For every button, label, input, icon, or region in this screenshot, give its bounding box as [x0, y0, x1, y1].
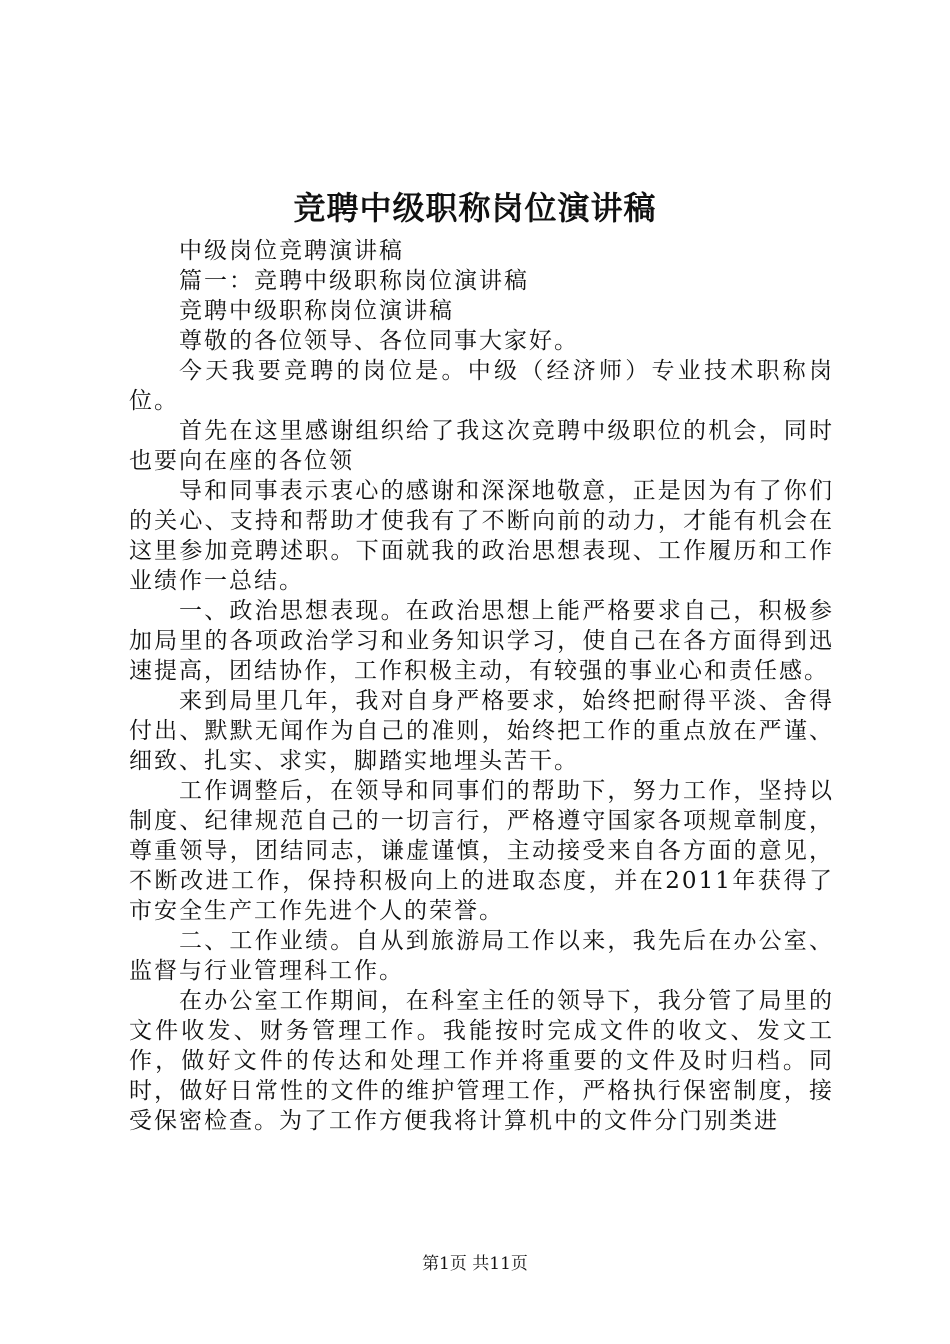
paragraph: 一、政治思想表现。在政治思想上能严格要求自己，积极参加局里的各项政治学习和业务知识学习，使自己在各方面得到迅速提高，团结协作，工作积极主动，有较强的事业心和责任感。 — [129, 598, 834, 684]
document-title: 竞聘中级职称岗位演讲稿 — [293, 189, 657, 227]
paragraph: 在办公室工作期间，在科室主任的领导下，我分管了局里的文件收发、财务管理工作。我能按时完成文件的收文、发文工作，做好文件的传达和处理工作并将重要的文件及时归档。同时，做好日常性的文件的维护管理工作，严格执行保密制度，接受保密检查。为了工作方便我将计算机中的文件分门别类进 — [129, 988, 834, 1134]
paragraph: 竞聘中级职称岗位演讲稿 — [179, 298, 454, 324]
paragraph: 工作调整后，在领导和同事们的帮助下，努力工作，坚持以制度、纪律规范自己的一切言行，严格遵守国家各项规章制度，尊重领导，团结同志，谦虚谨慎，主动接受来自各方面的意见，不断改进工作，保持积极向上的进取态度，并在2011年获得了市安全生产工作先进个人的荣誉。 — [129, 778, 834, 924]
page-footer: 第1页 共11页 — [422, 1254, 528, 1274]
paragraph: 中级岗位竞聘演讲稿 — [179, 238, 404, 264]
paragraph: 篇一：竞聘中级职称岗位演讲稿 — [179, 268, 529, 294]
document-body — [129, 236, 834, 1136]
paragraph: 导和同事表示衷心的感谢和深深地敬意，正是因为有了你们的关心、支持和帮助才使我有了不断向前的动力，才能有机会在这里参加竞聘述职。下面就我的政治思想表现、工作履历和工作业绩作一总结。 — [129, 478, 834, 594]
paragraph: 今天我要竞聘的岗位是。中级（经济师）专业技术职称岗位。 — [129, 358, 834, 414]
paragraph: 来到局里几年，我对自身严格要求，始终把耐得平淡、舍得付出、默默无闻作为自己的准则，始终把工作的重点放在严谨、细致、扎实、求实，脚踏实地埋头苦干。 — [129, 688, 834, 774]
paragraph: 尊敬的各位领导、各位同事大家好。 — [179, 328, 579, 354]
paragraph: 首先在这里感谢组织给了我这次竞聘中级职位的机会，同时也要向在座的各位领 — [129, 418, 834, 474]
paragraph: 二、工作业绩。自从到旅游局工作以来，我先后在办公室、监督与行业管理科工作。 — [129, 928, 834, 984]
